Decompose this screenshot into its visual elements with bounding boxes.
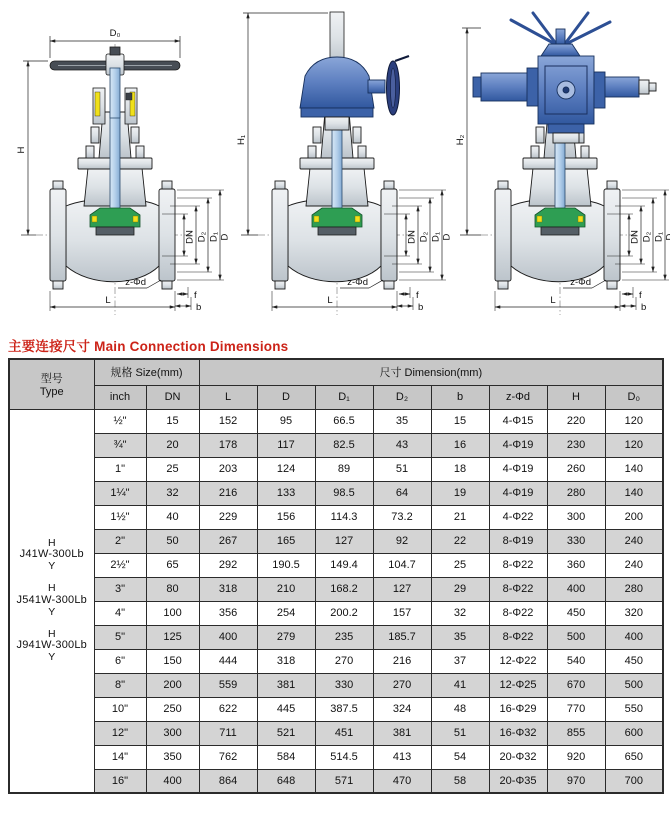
dimension-cell: 4-Φ19 <box>489 457 547 481</box>
dimension-cell: 451 <box>315 721 373 745</box>
dimension-cell: 89 <box>315 457 373 481</box>
dimension-cell: 43 <box>373 433 431 457</box>
dimension-cell: 51 <box>373 457 431 481</box>
column-header: H <box>547 385 605 409</box>
dimension-cell: 320 <box>605 601 663 625</box>
dimension-cell: 1½" <box>94 505 146 529</box>
dimension-cell: 500 <box>547 625 605 649</box>
dimension-cell: 125 <box>146 625 199 649</box>
dimension-cell: 40 <box>146 505 199 529</box>
dimension-cell: 124 <box>257 457 315 481</box>
dimension-cell: 1" <box>94 457 146 481</box>
model-designation: H J941W-300Lb Y <box>16 628 87 664</box>
dimension-cell: 21 <box>431 505 489 529</box>
dimension-cell: 280 <box>605 577 663 601</box>
dimension-cell: 35 <box>431 625 489 649</box>
dimension-cell: 2" <box>94 529 146 553</box>
dimension-cell: 279 <box>257 625 315 649</box>
model-designation: H J41W-300Lb Y <box>19 536 84 573</box>
dimension-cell: 14" <box>94 745 146 769</box>
dimension-cell: 413 <box>373 745 431 769</box>
dimension-cell: 770 <box>547 697 605 721</box>
column-header: DN <box>146 385 199 409</box>
section-title-zh: 主要连接尺寸 <box>8 339 91 354</box>
dimension-cell: 235 <box>315 625 373 649</box>
dimension-cell: 12-Φ25 <box>489 673 547 697</box>
dimension-cell: 117 <box>257 433 315 457</box>
dimension-cell: 450 <box>605 649 663 673</box>
dimension-cell: 20 <box>146 433 199 457</box>
dimension-cell: 350 <box>146 745 199 769</box>
dimension-cell: 450 <box>547 601 605 625</box>
dimension-cell: 318 <box>257 649 315 673</box>
motor-housing <box>481 73 531 101</box>
dimension-cell: 260 <box>547 457 605 481</box>
dimension-cell: 140 <box>605 457 663 481</box>
dimension-cell: 5" <box>94 625 146 649</box>
column-header: D₁ <box>315 385 373 409</box>
dimension-cell: 104.7 <box>373 553 431 577</box>
dimension-cell: 280 <box>547 481 605 505</box>
dimension-cell: 165 <box>257 529 315 553</box>
dimension-cell: 4-Φ19 <box>489 481 547 505</box>
dimension-cell: 216 <box>373 649 431 673</box>
dimension-cell: 550 <box>605 697 663 721</box>
dimension-cell: 15 <box>431 409 489 433</box>
dimension-cell: 571 <box>315 769 373 793</box>
rising-stem-rod <box>330 12 344 64</box>
dimension-cell: 762 <box>199 745 257 769</box>
dimension-cell: 400 <box>146 769 199 793</box>
dimension-cell: 650 <box>605 745 663 769</box>
dimension-cell: 190.5 <box>257 553 315 577</box>
valve-stem-upper <box>110 68 120 118</box>
dimension-cell: 318 <box>199 577 257 601</box>
dimension-cell: 16-Φ29 <box>489 697 547 721</box>
column-header: z-Φd <box>489 385 547 409</box>
header-row-columns <box>9 385 663 409</box>
dimension-cell: 73.2 <box>373 505 431 529</box>
dimension-cell: 16" <box>94 769 146 793</box>
dimension-cell: 330 <box>547 529 605 553</box>
dimension-cell: 4-Φ15 <box>489 409 547 433</box>
dimension-cell: 240 <box>605 553 663 577</box>
dimension-cell: 114.3 <box>315 505 373 529</box>
dimension-cell: 48 <box>431 697 489 721</box>
valve-drawings <box>0 0 670 335</box>
dimension-cell: 500 <box>605 673 663 697</box>
gear-valve-drawing <box>230 0 450 335</box>
dimension-cell: 1¼" <box>94 481 146 505</box>
dimension-cell: 254 <box>257 601 315 625</box>
dimension-cell: 22 <box>431 529 489 553</box>
dimension-cell: 100 <box>146 601 199 625</box>
dimensions-table-body <box>9 409 663 793</box>
dimension-cell: 65 <box>146 553 199 577</box>
dimension-cell: 200 <box>605 505 663 529</box>
dimension-cell: 157 <box>373 601 431 625</box>
connection-dimensions-table <box>8 358 664 794</box>
dimension-cell: 381 <box>257 673 315 697</box>
dimension-cell: 133 <box>257 481 315 505</box>
table-row <box>9 721 663 745</box>
column-header: D <box>257 385 315 409</box>
column-header: L <box>199 385 257 409</box>
dimension-cell: 16 <box>431 433 489 457</box>
table-row <box>9 673 663 697</box>
side-handwheel <box>387 56 410 115</box>
dimension-cell: 80 <box>146 577 199 601</box>
dimension-cell: 445 <box>257 697 315 721</box>
dimension-cell: 92 <box>373 529 431 553</box>
column-header: inch <box>94 385 146 409</box>
dimension-cell: 2½" <box>94 553 146 577</box>
dimension-cell: 152 <box>199 409 257 433</box>
section-title-en: Main Connection Dimensions <box>94 339 289 354</box>
dimension-cell: 8-Φ22 <box>489 553 547 577</box>
dimension-cell: 66.5 <box>315 409 373 433</box>
dimension-cell: 15 <box>146 409 199 433</box>
dimension-cell: 8-Φ22 <box>489 577 547 601</box>
dimension-cell: 864 <box>199 769 257 793</box>
table-row <box>9 769 663 793</box>
dimension-cell: 64 <box>373 481 431 505</box>
dimension-cell: 185.7 <box>373 625 431 649</box>
dimension-cell: 168.2 <box>315 577 373 601</box>
dimension-cell: 8" <box>94 673 146 697</box>
dimension-cell: 387.5 <box>315 697 373 721</box>
dimension-cell: 25 <box>431 553 489 577</box>
dimension-cell: 51 <box>431 721 489 745</box>
dimension-cell: 250 <box>146 697 199 721</box>
dimension-cell: 521 <box>257 721 315 745</box>
col-group-size: 规格 Size(mm) <box>94 359 199 385</box>
dimension-cell: 20-Φ32 <box>489 745 547 769</box>
dimension-cell: 622 <box>199 697 257 721</box>
col-header-type-zh: 型号 <box>40 373 63 386</box>
column-header: b <box>431 385 489 409</box>
table-row <box>9 553 663 577</box>
dimension-cell: 229 <box>199 505 257 529</box>
dimension-cell: 3" <box>94 577 146 601</box>
dimension-cell: 267 <box>199 529 257 553</box>
dimension-cell: 356 <box>199 601 257 625</box>
dim-label-h1: H₁ <box>236 134 247 146</box>
dimension-cell: 230 <box>547 433 605 457</box>
dimension-cell: 18 <box>431 457 489 481</box>
dimension-cell: 58 <box>431 769 489 793</box>
dimension-cell: 203 <box>199 457 257 481</box>
dimension-cell: 82.5 <box>315 433 373 457</box>
dimension-cell: 120 <box>605 433 663 457</box>
dimension-cell: 41 <box>431 673 489 697</box>
dimension-cell: 6" <box>94 649 146 673</box>
dimension-cell: 470 <box>373 769 431 793</box>
type-cell <box>9 409 94 793</box>
dimension-cell: 400 <box>547 577 605 601</box>
table-row <box>9 625 663 649</box>
model-designation: H J541W-300Lb Y <box>16 582 87 618</box>
electric-actuator <box>473 13 656 143</box>
table-row <box>9 433 663 457</box>
dimension-cell: 4" <box>94 601 146 625</box>
dimension-cell: 216 <box>199 481 257 505</box>
dimension-cell: 4-Φ19 <box>489 433 547 457</box>
table-row <box>9 505 663 529</box>
dim-label-h: H <box>16 146 27 154</box>
dimension-cell: 127 <box>373 577 431 601</box>
dimension-cell: 400 <box>199 625 257 649</box>
table-row <box>9 481 663 505</box>
dimension-cell: 149.4 <box>315 553 373 577</box>
table-row <box>9 457 663 481</box>
table-row <box>9 601 663 625</box>
dimension-cell: 324 <box>373 697 431 721</box>
dimension-cell: 220 <box>547 409 605 433</box>
dimension-cell: 54 <box>431 745 489 769</box>
dim-label-d0: D₀ <box>109 28 121 39</box>
dimension-cell: 855 <box>547 721 605 745</box>
dimension-cell: 970 <box>547 769 605 793</box>
dimension-cell: 20-Φ35 <box>489 769 547 793</box>
dimension-cell: 10" <box>94 697 146 721</box>
dimension-cell: 670 <box>547 673 605 697</box>
dimension-cell: 400 <box>605 625 663 649</box>
dimension-cell: 16-Φ32 <box>489 721 547 745</box>
column-header: D₀ <box>605 385 663 409</box>
dimension-cell: 8-Φ22 <box>489 601 547 625</box>
dimension-cell: 444 <box>199 649 257 673</box>
dimension-cell: 140 <box>605 481 663 505</box>
table-row <box>9 577 663 601</box>
dimension-cell: 19 <box>431 481 489 505</box>
header-row-groups <box>9 359 663 385</box>
dimension-cell: 300 <box>547 505 605 529</box>
dimension-cell: 270 <box>315 649 373 673</box>
dimension-cell: 514.5 <box>315 745 373 769</box>
dimension-cell: ¾" <box>94 433 146 457</box>
table-row <box>9 409 663 433</box>
dimension-cell: 240 <box>605 529 663 553</box>
dimension-cell: 711 <box>199 721 257 745</box>
section-title <box>8 335 670 355</box>
dimension-cell: 600 <box>605 721 663 745</box>
dimension-cell: 584 <box>257 745 315 769</box>
dimension-cell: 98.5 <box>315 481 373 505</box>
col-header-type-en: Type <box>39 386 64 399</box>
dimension-cell: 120 <box>605 409 663 433</box>
dimension-cell: 37 <box>431 649 489 673</box>
dimension-cell: 920 <box>547 745 605 769</box>
dimension-cell: 25 <box>146 457 199 481</box>
dim-label-h2: H₂ <box>455 134 466 146</box>
dimension-cell: 330 <box>315 673 373 697</box>
dimension-cell: 127 <box>315 529 373 553</box>
col-group-dimension: 尺寸 Dimension(mm) <box>199 359 663 385</box>
dimension-cell: 95 <box>257 409 315 433</box>
table-row <box>9 745 663 769</box>
dimension-cell: 648 <box>257 769 315 793</box>
dimension-cell: 300 <box>146 721 199 745</box>
dimension-cell: 32 <box>431 601 489 625</box>
dimension-cell: 150 <box>146 649 199 673</box>
dimension-cell: ½" <box>94 409 146 433</box>
dimension-cell: 35 <box>373 409 431 433</box>
table-row <box>9 529 663 553</box>
handwheel-valve-drawing <box>0 0 230 335</box>
dimension-cell: 270 <box>373 673 431 697</box>
dimension-cell: 4-Φ22 <box>489 505 547 529</box>
dimension-cell: 12" <box>94 721 146 745</box>
dimension-cell: 12-Φ22 <box>489 649 547 673</box>
dimension-cell: 200.2 <box>315 601 373 625</box>
dimension-cell: 210 <box>257 577 315 601</box>
electric-valve-drawing <box>450 0 670 335</box>
dimension-cell: 700 <box>605 769 663 793</box>
col-header-type <box>9 359 94 409</box>
column-header: D₂ <box>373 385 431 409</box>
dimension-cell: 29 <box>431 577 489 601</box>
dimension-cell: 8-Φ19 <box>489 529 547 553</box>
dim-h2-lines <box>460 28 481 235</box>
dimension-cell: 381 <box>373 721 431 745</box>
dimension-cell: 178 <box>199 433 257 457</box>
dimension-cell: 50 <box>146 529 199 553</box>
dimension-cell: 540 <box>547 649 605 673</box>
dimension-cell: 32 <box>146 481 199 505</box>
dimension-cell: 292 <box>199 553 257 577</box>
gearbox <box>300 57 385 130</box>
table-row <box>9 649 663 673</box>
dimension-cell: 360 <box>547 553 605 577</box>
dimension-cell: 200 <box>146 673 199 697</box>
dimension-cell: 8-Φ22 <box>489 625 547 649</box>
dimension-cell: 559 <box>199 673 257 697</box>
table-row <box>9 697 663 721</box>
dimension-cell: 156 <box>257 505 315 529</box>
